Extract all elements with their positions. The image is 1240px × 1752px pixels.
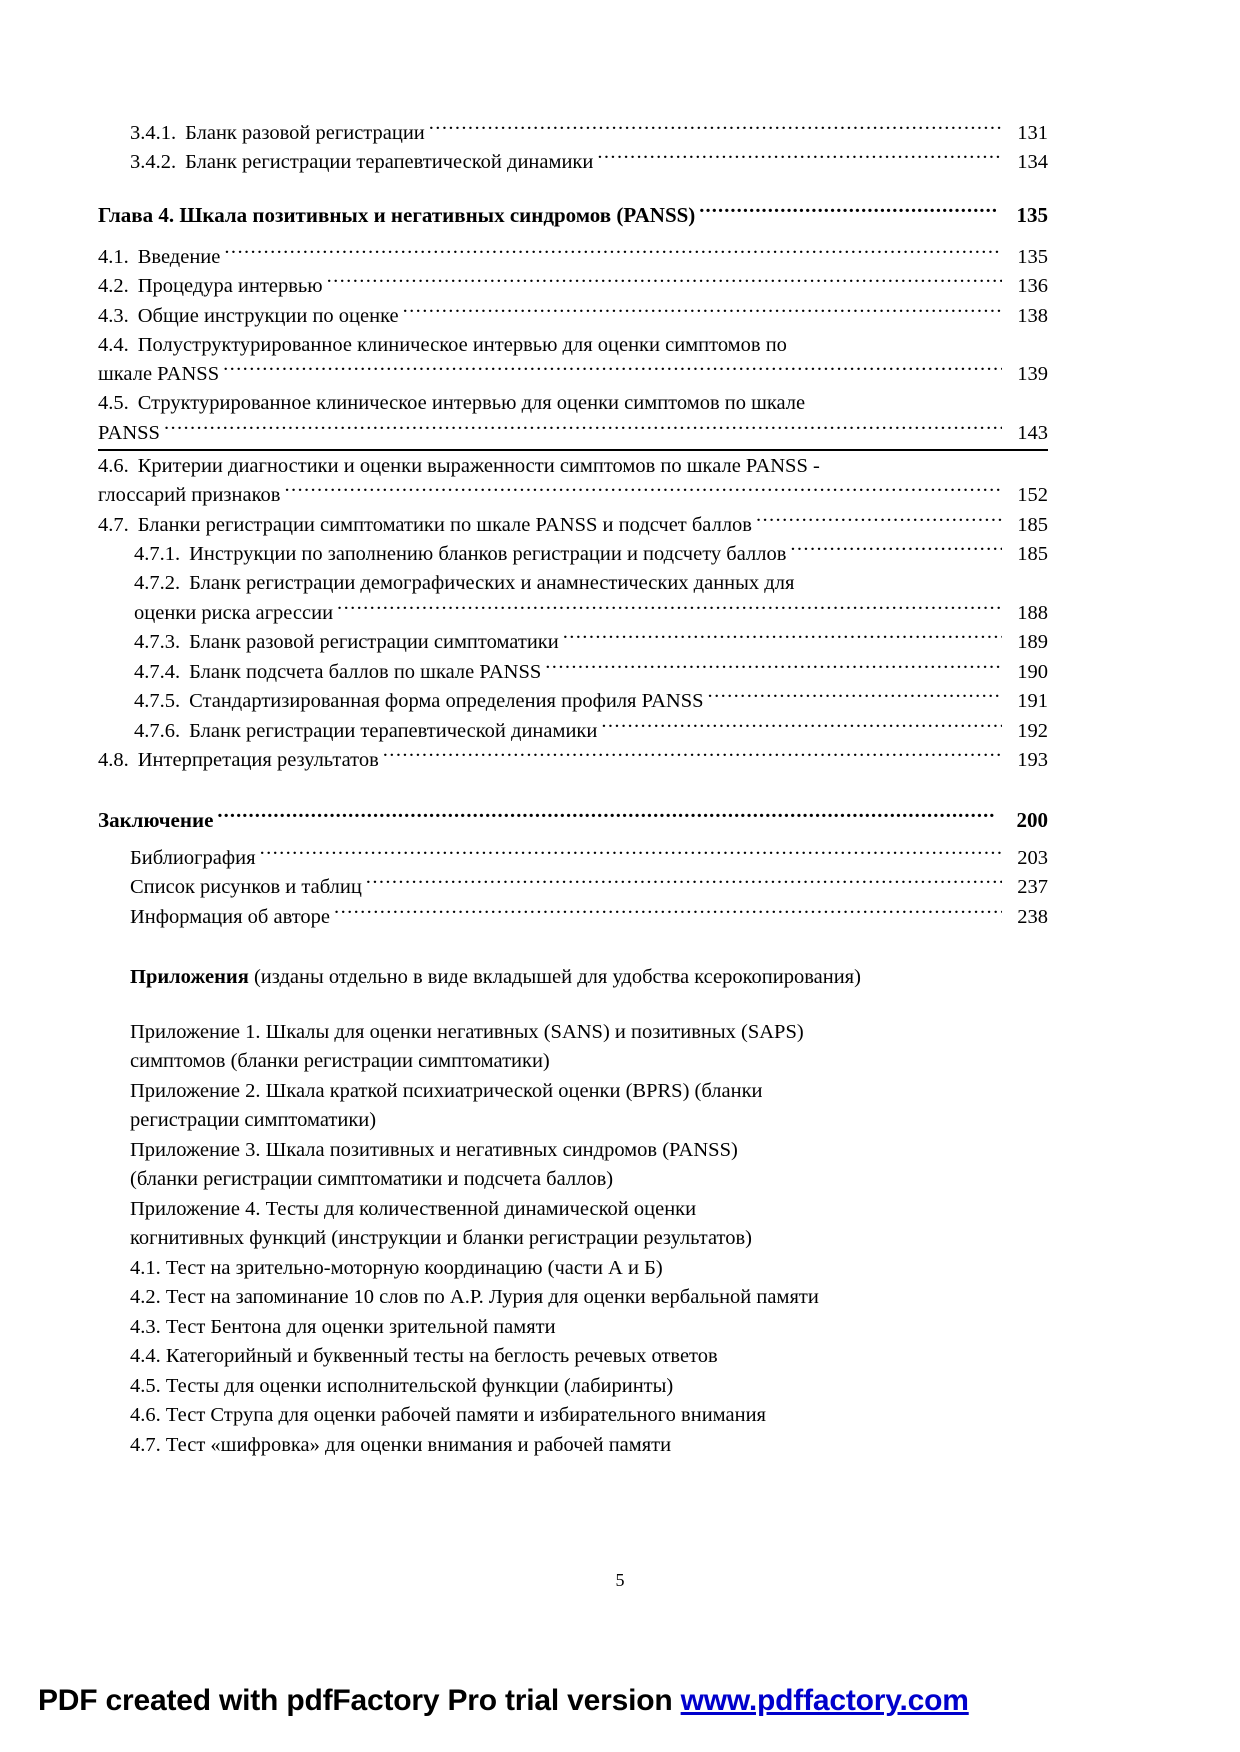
toc-label-line1: Бланк регистрации демографических и анамнестических данных для (189, 572, 795, 594)
dot-leader (429, 118, 1002, 139)
appendix-line: Приложение 2. Шкала краткой психиатрической оценки (BPRS) (бланки (130, 1079, 763, 1102)
chapter-title: Глава 4. Шкала позитивных и негативных синдромов (PANSS) (98, 203, 696, 227)
toc-entry-4-7-1[interactable] (98, 540, 1048, 570)
toc-entry-about-author[interactable] (98, 902, 1048, 932)
toc-page-number: 139 (1017, 363, 1048, 385)
appendix-line: 4.5. Тесты для оценки исполнительской функции (лабиринты) (130, 1374, 674, 1397)
appendix-line: Приложение 3. Шкала позитивных и негативных синдромов (PANSS) (130, 1138, 738, 1161)
appendices-heading-note: (изданы отдельно в виде вкладышей для удобства ксерокопирования) (248, 965, 861, 988)
table-of-contents (98, 118, 1048, 1460)
toc-number: 3.4.2. (130, 151, 177, 173)
dot-leader (601, 716, 1002, 737)
toc-number: 4.7.3. (134, 631, 181, 653)
toc-number: 4.1. (98, 245, 129, 268)
dot-leader (327, 272, 1002, 293)
toc-label-line1: Структурированное клиническое интервью для оценки симптомов по шкале (137, 392, 806, 414)
toc-page-number: 138 (1017, 304, 1048, 327)
toc-number: 4.7.6. (134, 719, 181, 742)
toc-entry-4-7-5[interactable] (98, 687, 1048, 717)
toc-number: 4.3. (98, 304, 129, 327)
toc-page-number: 237 (1017, 876, 1048, 898)
section-divider-rule (98, 449, 1048, 451)
toc-entry-conclusion[interactable] (98, 805, 1048, 835)
toc-page-number: 238 (1017, 905, 1048, 928)
appendices-heading-bold: Приложения (130, 965, 249, 988)
toc-entry-list-of-figures[interactable] (98, 873, 1048, 903)
toc-page-number: 131 (1017, 121, 1048, 144)
toc-entry-4-7-6[interactable] (98, 716, 1048, 746)
appendix-line: Приложение 4. Тесты для количественной динамической оценки (130, 1197, 697, 1220)
pdffactory-footer-link[interactable]: www.pdffactory.com (680, 1684, 969, 1717)
conclusion-title: Заключение (98, 808, 214, 832)
appendix-line: Приложение 1. Шкалы для оценки негативных (SANS) и позитивных (SAPS) (130, 1020, 804, 1043)
toc-label: Процедура интервью (137, 275, 323, 297)
dot-leader (284, 481, 1002, 502)
toc-number: 4.6. (98, 454, 129, 477)
toc-label: Интерпретация результатов (137, 749, 379, 771)
toc-label: Бланки регистрации симптоматики по шкале PANSS и подсчет баллов (137, 513, 752, 536)
toc-number: 4.7.5. (134, 690, 181, 712)
toc-label-line1: Критерии диагностики и оценки выраженности симптомов по шкале PANSS - (137, 454, 820, 477)
toc-label: Бланк разовой регистрации (185, 121, 425, 144)
toc-page-number: 185 (1017, 543, 1048, 565)
dot-leader (383, 746, 1002, 767)
toc-entry-4-3[interactable] (98, 301, 1048, 331)
appendices-list (98, 1018, 1048, 1461)
toc-entry-3-4-1[interactable] (98, 118, 1048, 148)
dot-leader (756, 510, 1002, 531)
toc-entry-3-4-2[interactable] (98, 148, 1048, 178)
dot-leader (223, 360, 1002, 381)
toc-label: Библиография (130, 846, 256, 869)
toc-label: Бланк регистрации терапевтической динамики (185, 151, 594, 173)
dot-leader (337, 598, 1002, 619)
toc-entry-4-7-3[interactable] (98, 628, 1048, 658)
toc-entry-4-7-2[interactable] (98, 569, 1048, 628)
toc-number: 4.7. (98, 513, 129, 536)
toc-number: 4.7.2. (134, 572, 181, 594)
toc-page-number: 191 (1017, 690, 1048, 712)
toc-label: Информация об авторе (130, 905, 331, 928)
toc-page-number: 143 (1017, 421, 1048, 444)
toc-number: 4.5. (98, 392, 129, 414)
page-folio: 5 (615, 1570, 625, 1590)
toc-page-number: 192 (1017, 719, 1048, 742)
toc-page-number: 190 (1017, 660, 1048, 683)
dot-leader (545, 657, 1002, 678)
dot-leader (403, 301, 1002, 322)
toc-page-number: 135 (1017, 245, 1048, 268)
toc-entry-4-7-4[interactable] (98, 657, 1048, 687)
dot-leader (366, 873, 1002, 894)
toc-number: 4.2. (98, 275, 129, 297)
toc-page-number: 189 (1017, 631, 1048, 653)
toc-page-number: 193 (1017, 749, 1048, 771)
appendix-line: регистрации симптоматики) (130, 1109, 377, 1131)
toc-entry-4-1[interactable] (98, 242, 1048, 272)
appendix-line: 4.6. Тест Струпа для оценки рабочей памяти и избирательного внимания (130, 1404, 766, 1426)
dot-leader (334, 902, 1002, 923)
pdffactory-footer (38, 1684, 969, 1718)
toc-number: 4.7.4. (134, 660, 181, 683)
toc-label: Бланк регистрации терапевтической динамики (189, 719, 598, 742)
toc-label: Бланк разовой регистрации симптоматики (189, 631, 559, 653)
dot-leader (699, 201, 996, 222)
toc-label: Общие инструкции по оценке (137, 304, 399, 327)
toc-label-line1: Полуструктурированное клиническое интервью для оценки симптомов по (137, 333, 787, 356)
chapter-page-number: 135 (1016, 203, 1048, 227)
toc-entry-bibliography[interactable] (98, 843, 1048, 873)
toc-entry-4-6[interactable] (98, 452, 1048, 511)
toc-label: Список рисунков и таблиц (130, 876, 362, 898)
toc-label-line2: PANSS (98, 421, 160, 444)
toc-label: Инструкции по заполнению бланков регистрации и подсчету баллов (189, 543, 787, 565)
appendix-line: (бланки регистрации симптоматики и подсчета баллов) (130, 1168, 614, 1190)
dot-leader (217, 806, 996, 827)
toc-entry-4-2[interactable] (98, 272, 1048, 302)
toc-label-line2: шкале PANSS (98, 363, 220, 385)
toc-number: 4.8. (98, 749, 129, 771)
toc-chapter-4[interactable] (98, 200, 1048, 230)
toc-number: 4.7.1. (134, 543, 181, 565)
toc-label-line2: оценки риска агрессии (134, 601, 334, 624)
toc-number: 3.4.1. (130, 121, 177, 144)
dot-leader (164, 418, 1002, 439)
toc-label: Введение (137, 245, 221, 268)
appendix-line: 4.4. Категорийный и буквенный тесты на беглость речевых ответов (130, 1345, 718, 1367)
appendix-line: симптомов (бланки регистрации симптоматики) (130, 1050, 550, 1072)
appendices-heading (98, 962, 1048, 992)
dot-leader (597, 148, 1002, 169)
toc-page-number: 188 (1017, 601, 1048, 624)
toc-page-number: 152 (1017, 484, 1048, 506)
dot-leader (224, 242, 1002, 263)
appendix-line: 4.7. Тест «шифровка» для оценки внимания и рабочей памяти (130, 1433, 672, 1456)
toc-entry-4-5[interactable] (98, 389, 1048, 448)
toc-page-number: 136 (1017, 275, 1048, 297)
toc-label-line2: глоссарий признаков (98, 484, 281, 506)
toc-label: Стандартизированная форма определения профиля PANSS (189, 690, 704, 712)
toc-entry-4-8[interactable] (98, 746, 1048, 776)
appendix-line: 4.2. Тест на запоминание 10 слов по А.Р. Лурия для оценки вербальной памяти (130, 1286, 819, 1308)
dot-leader (260, 843, 1002, 864)
toc-entry-4-7[interactable] (98, 510, 1048, 540)
appendix-line: 4.1. Тест на зрительно-моторную координацию (части А и Б) (130, 1256, 663, 1279)
toc-page-number: 185 (1017, 513, 1048, 536)
dot-leader (563, 628, 1002, 649)
toc-page-number: 203 (1017, 846, 1048, 869)
dot-leader (708, 687, 1002, 708)
pdffactory-footer-prefix: PDF created with pdfFactory Pro trial version (38, 1684, 681, 1717)
toc-entry-4-4[interactable] (98, 331, 1048, 390)
dot-leader (790, 540, 1002, 561)
conclusion-page-number: 200 (1016, 808, 1048, 832)
toc-number: 4.4. (98, 333, 129, 356)
toc-label: Бланк подсчета баллов по шкале PANSS (189, 660, 542, 683)
appendix-line: 4.3. Тест Бентона для оценки зрительной памяти (130, 1315, 556, 1338)
toc-page-number: 134 (1017, 151, 1048, 173)
appendix-line: когнитивных функций (инструкции и бланки регистрации результатов) (130, 1227, 752, 1249)
